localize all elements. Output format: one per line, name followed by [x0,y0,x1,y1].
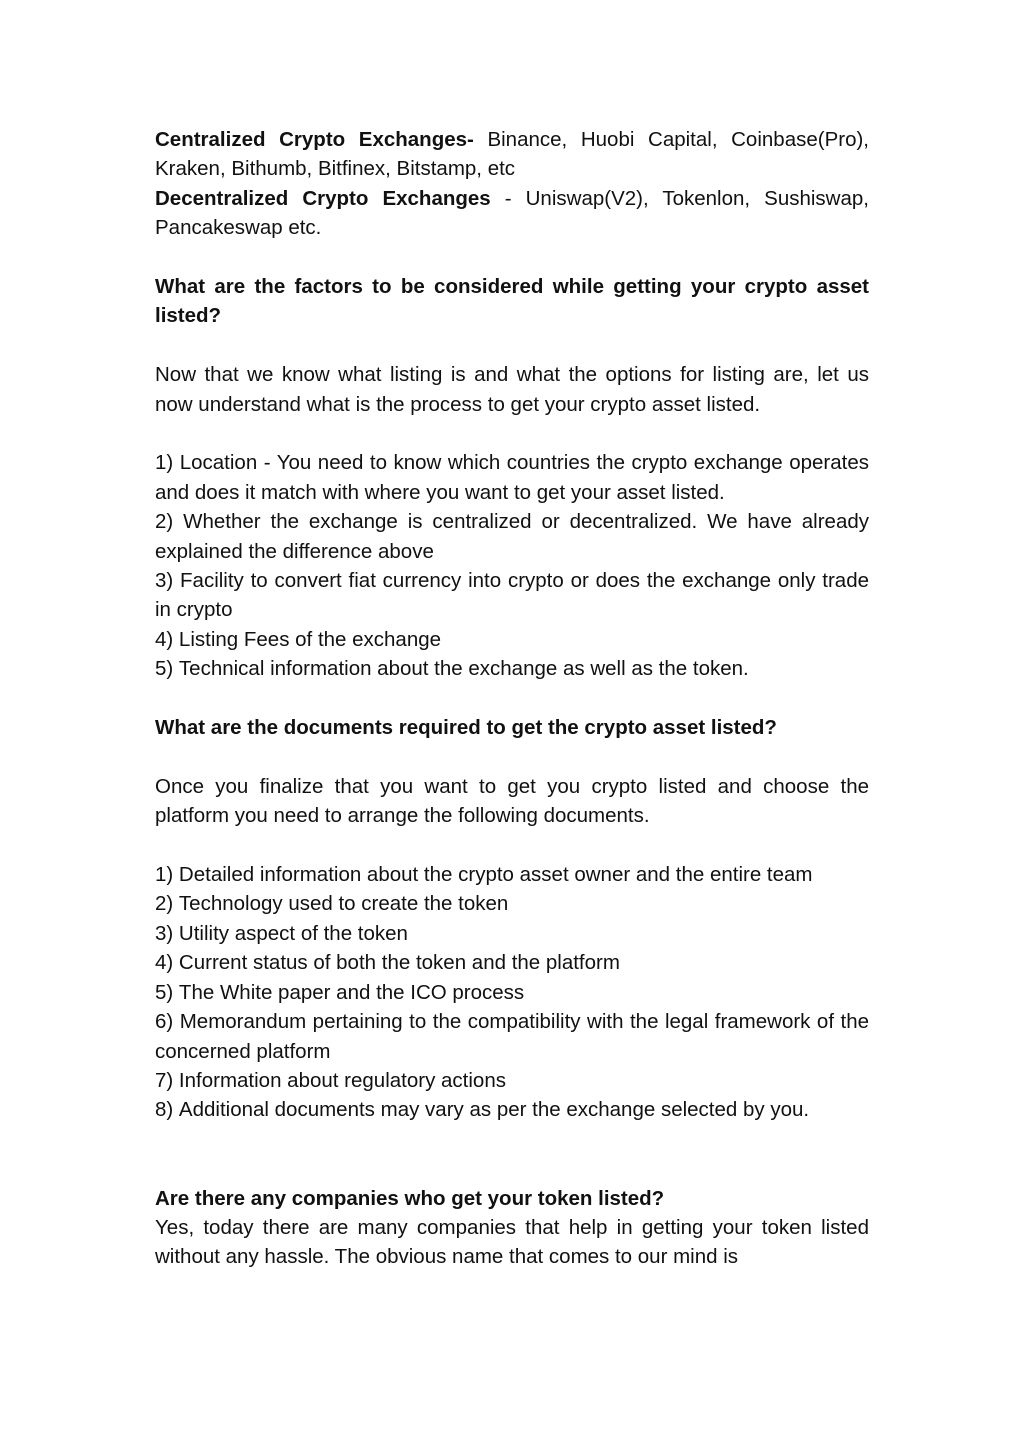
list-item: 3) Utility aspect of the token [155,921,408,945]
list-item: 5) The White paper and the ICO process [155,980,525,1004]
documents-heading: What are the documents required to get the crypto asset listed? [155,716,777,740]
decentralized-exchanges-text: - Uniswap(V2), Tokenlon, Sushiswap, Pancakeswap etc. [155,186,869,240]
companies-text: Yes, today there are many companies that help in getting your token listed without any hassle. The obvious name that comes to our mind is [155,1215,869,1269]
centralized-exchanges-label: Centralized Crypto Exchanges- [155,128,474,151]
list-item: 2) Technology used to create the token [155,892,509,916]
decentralized-exchanges-paragraph [155,184,869,243]
list-item: 3) Facility to convert fiat currency into crypto or does the exchange only trade in crypto [155,569,869,622]
factors-list [155,448,869,683]
documents-intro: Once you finalize that you want to get you crypto listed and choose the platform you need to arrange the following documents. [155,774,869,828]
list-item: 5) Technical information about the exchange as well as the token. [155,657,749,681]
companies-heading: Are there any companies who get your token listed? [155,1186,665,1210]
list-item: 4) Current status of both the token and the platform [155,951,620,975]
list-item: 8) Additional documents may vary as per the exchange selected by you. [155,1098,810,1122]
list-item: 2) Whether the exchange is centralized or decentralized. We have already explained the difference above [155,510,869,563]
centralized-exchanges-text: Binance, Huobi Capital, Coinbase(Pro), Kraken, Bithumb, Bitfinex, Bitstamp, etc [155,128,869,181]
list-item: 1) Detailed information about the crypto asset owner and the entire team [155,863,813,887]
document-page [155,125,869,1272]
list-item: 1) Location - You need to know which countries the crypto exchange operates and does it match with where you want to get your asset listed. [155,451,869,504]
centralized-exchanges-paragraph [155,125,869,184]
list-item: 7) Information about regulatory actions [155,1068,506,1092]
list-item: 4) Listing Fees of the exchange [155,627,442,651]
factors-heading: What are the factors to be considered while getting your crypto asset listed? [155,275,869,328]
list-item: 6) Memorandum pertaining to the compatibility with the legal framework of the concerned platform [155,1010,869,1063]
documents-list [155,860,869,1125]
decentralized-exchanges-label: Decentralized Crypto Exchanges [155,186,491,210]
factors-intro: Now that we know what listing is and what the options for listing are, let us now understand what is the process to get your crypto asset listed. [155,363,869,416]
